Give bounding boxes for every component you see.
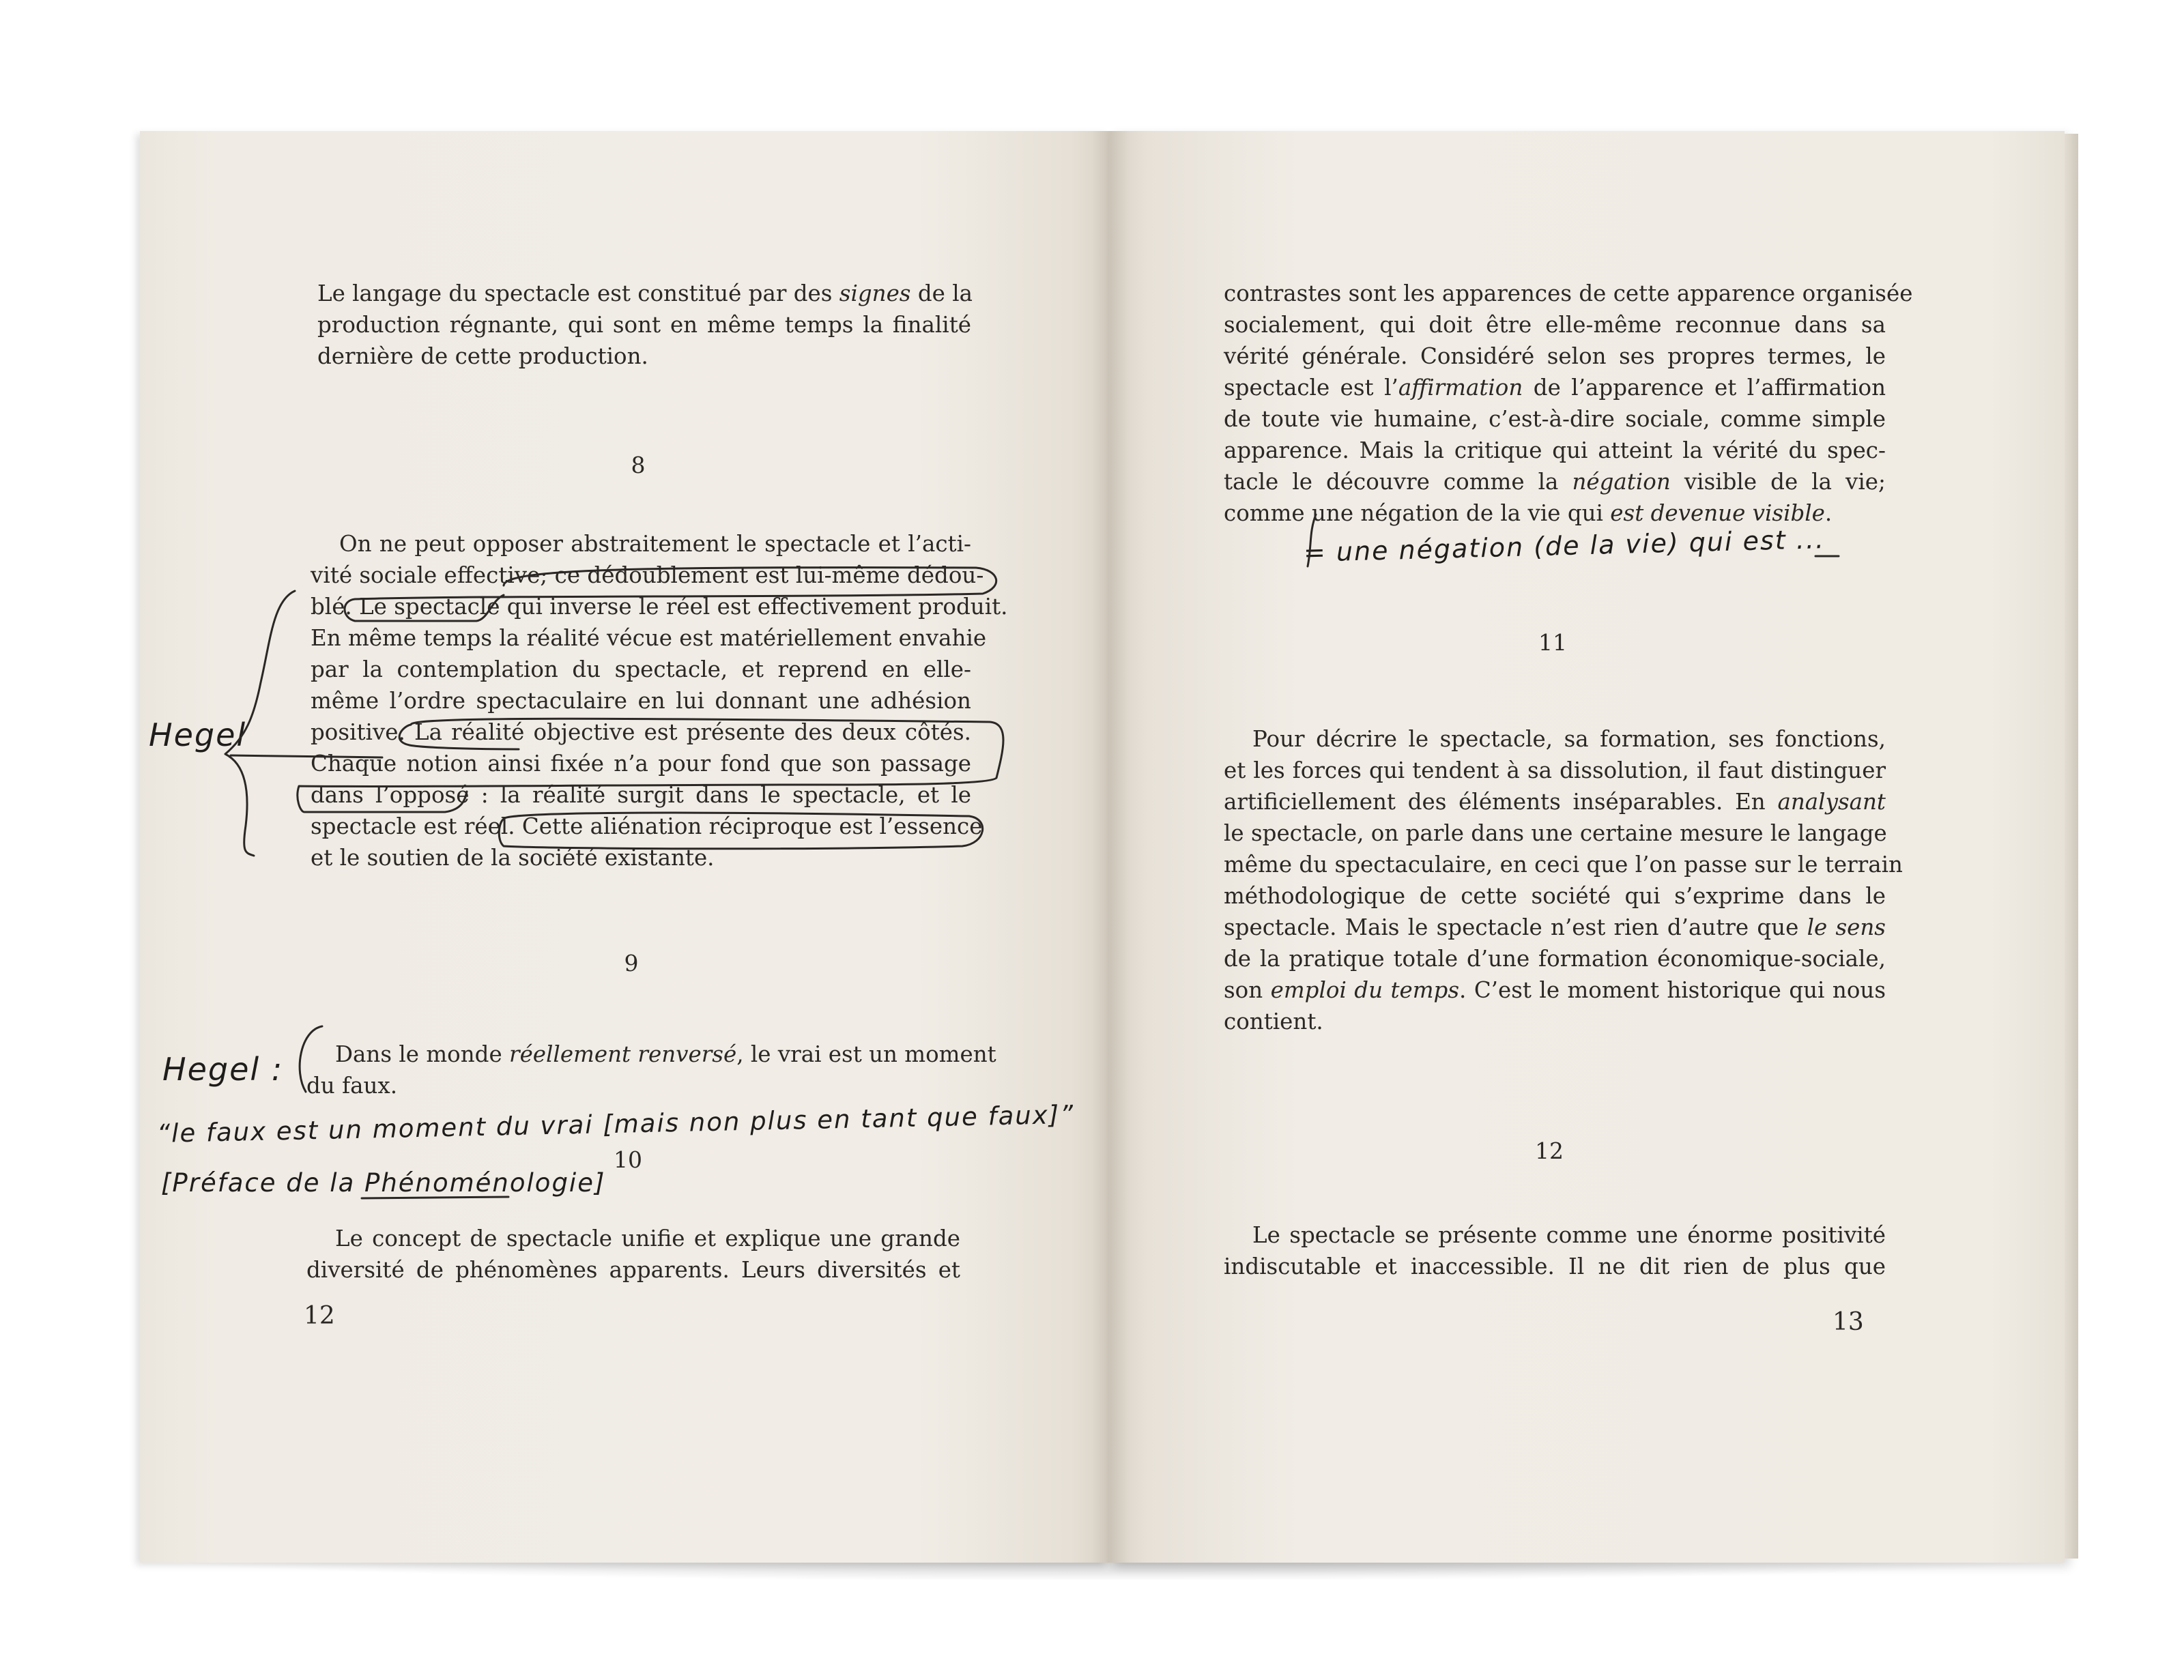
text-line: Le spectacle se présente comme une énorme positivité [1252,1222,1886,1248]
text-line: le spectacle, on parle dans une certaine mesure le langage [1224,820,1887,846]
text-line: dans l’opposé : la réalité surgit dans le spectacle, et le [311,782,971,808]
text-line: Dans le monde réellement renversé, le vrai est un moment [335,1041,996,1067]
underline-mark [362,1197,508,1198]
text-line: Le langage du spectacle est constitué par des signes de la [317,280,973,306]
text-line: diversité de phénomènes apparents. Leurs diversités et [306,1257,960,1283]
text-line: spectacle. Mais le spectacle n’est rien d’autre que le sens [1224,914,1886,940]
text-line: spectacle est réel. Cette aliénation réciproque est l’essence [311,813,983,839]
section-number-8: 8 [631,452,646,478]
section-number-12: 12 [1535,1138,1564,1164]
circled-passage [499,813,982,849]
page-number-left: 12 [304,1302,335,1330]
text-line: comme une négation de la vie qui est devenue visible. [1224,500,1833,526]
page-number-right: 13 [1833,1308,1864,1336]
text-line: positive. La réalité objective est présente des deux côtés. [311,719,971,745]
brace-arm-line [231,755,382,757]
text-line: même du spectaculaire, en ceci que l’on passe sur le terrain [1224,852,1903,878]
text-line: artificiellement des éléments inséparables. En analysant [1224,789,1886,815]
text-line: On ne peut opposer abstraitement le spectacle et l’acti- [339,531,971,557]
text-line: En même temps la réalité vécue est matériellement envahie [311,625,987,651]
text-line: vérité générale. Considéré selon ses propres termes, le [1224,343,1886,369]
handwritten-hegel-note: Hegel [149,716,247,753]
text-line: dernière de cette production. [317,343,648,369]
text-line: spectacle est l’affirmation de l’apparence et l’affirmation [1224,375,1886,401]
text-line: méthodologique de cette société qui s’exprime dans le [1224,883,1886,909]
text-line: blé. Le spectacle qui inverse le réel est effectivement produit. [311,594,1008,620]
circled-passage [298,719,1003,812]
handwritten-right-note: = une négation (de la vie) qui est ... [1303,524,1826,568]
handwritten-source: [Préface de la Phénoménologie] [161,1168,606,1198]
text-line: vité sociale effective; ce dédoublement est lui-même dédou- [311,562,984,588]
text-line: et les forces qui tendent à sa dissolution, il faut distinguer [1224,757,1886,783]
text-line: Le concept de spectacle unifie et explique une grande [335,1226,960,1251]
text-line: contient. [1224,1009,1323,1034]
text-line: Chaque notion ainsi fixée n’a pour fond que son passage [311,751,971,777]
text-line: tacle le découvre comme la négation visible de la vie; [1224,469,1886,495]
text-line: du faux. [306,1073,398,1099]
text-line: et le soutien de la société existante. [311,845,715,871]
circled-passage [399,725,519,749]
parenthesis-mark [300,1026,322,1092]
section-number-9: 9 [624,950,639,976]
text-line: son emploi du temps. C’est le moment historique qui nous [1224,977,1886,1003]
section-number-11: 11 [1538,629,1567,656]
text-line: apparence. Mais la critique qui atteint la vérité du spec- [1224,437,1886,463]
text-line: de toute vie humaine, c’est-à-dire sociale, comme simple [1224,406,1886,432]
section-number-10: 10 [614,1146,642,1173]
text-line: contrastes sont les apparences de cette apparence organisée [1224,280,1913,306]
text-line: production régnante, qui sont en même temps la finalité [317,312,971,338]
text-line: par la contemplation du spectacle, et reprend en elle- [311,656,971,682]
circled-passage [345,568,996,621]
brace-mark [225,591,295,856]
handwritten-hegel-note: Hegel : [162,1051,284,1088]
insertion-mark [1308,515,1316,566]
text-line: Pour décrire le spectacle, sa formation, ses fonctions, [1252,726,1886,752]
text-line: indiscutable et inaccessible. Il ne dit rien de plus que [1224,1254,1886,1279]
text-line: de la pratique totale d’une formation économique-sociale, [1224,946,1886,972]
handwritten-quote: “le faux est un moment du vrai [mais non plus en tant que faux]” [156,1099,1075,1148]
text-line: même l’ordre spectaculaire en lui donnant une adhésion [311,688,971,714]
text-line: socialement, qui doit être elle-même reconnue dans sa [1224,312,1886,338]
